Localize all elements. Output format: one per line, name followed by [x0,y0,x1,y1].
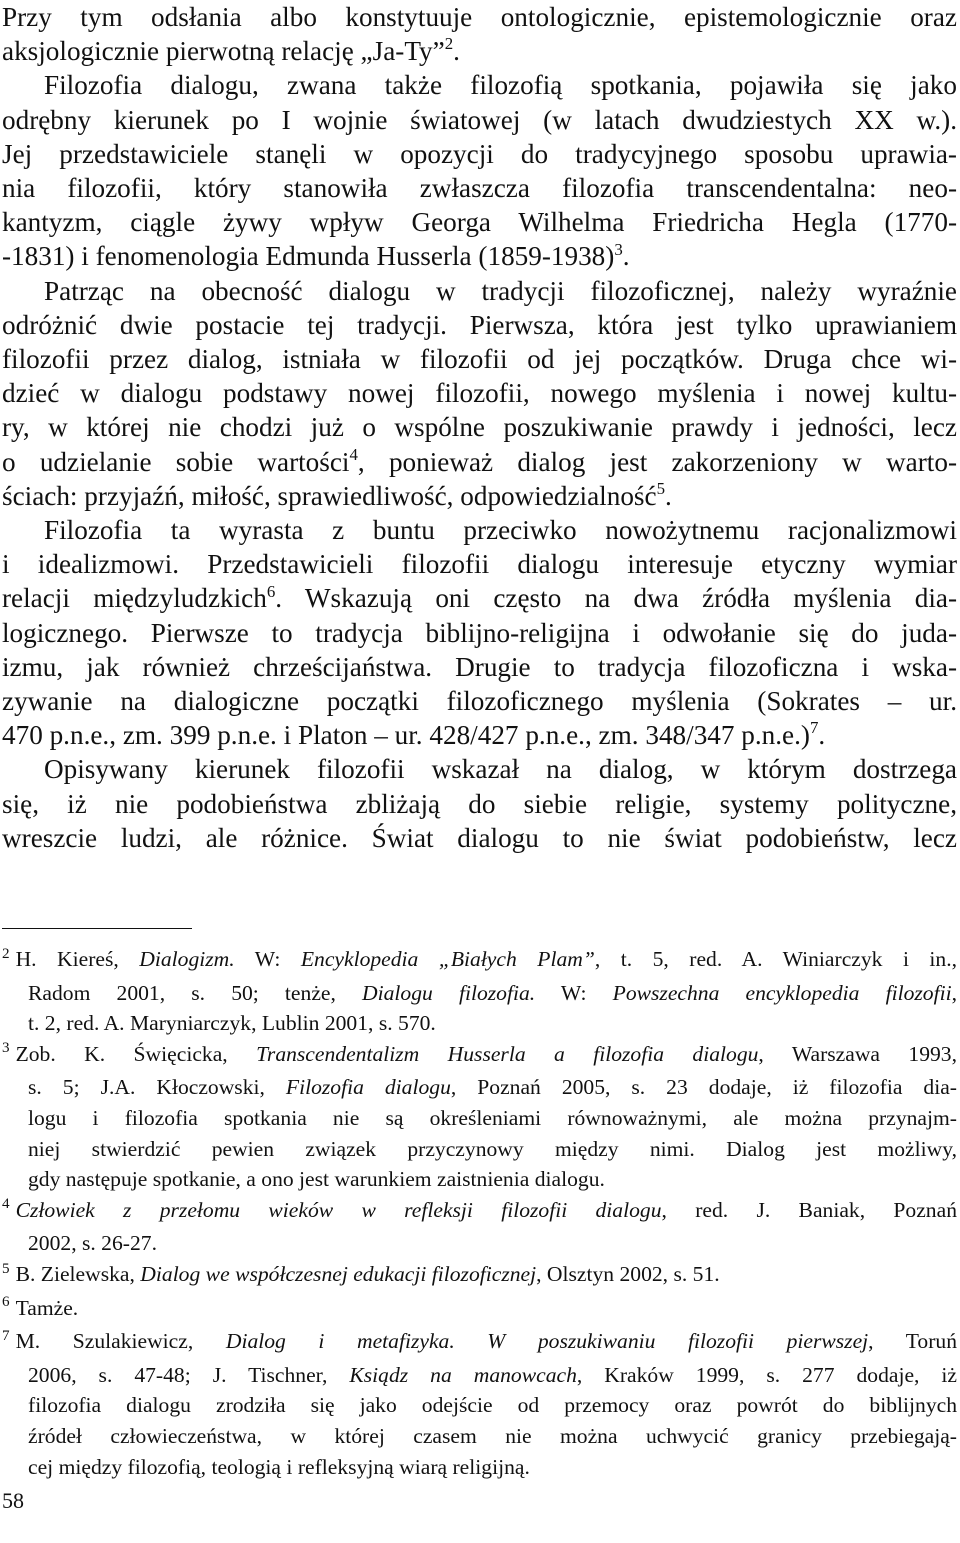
body-line: Filozofia dialogu, zwana także filozofią spotkania, pojawiła się jako [44,70,957,101]
footnote-3: $^3$ Zob. K. Święcicka, Transcendentalizm Husserla a filozofia dialogu, Warszawa 1993, [2,1040,957,1066]
footnote-ref: 5 [656,478,666,498]
body-line: relacji międzyludzkich$^6$. Wskazują oni często na dwa źródła myślenia dia- [2,581,957,614]
footnote-line: 2006, s. 47-48; J. Tischner, Ksiądz na manowcach, Kraków 1999, s. 277 dodaje, iż [28,1362,957,1387]
footnote-2: $^2$ H. Kiereś, Dialogizm. W: Encyklopedia „Białych Plam”, t. 5, red. A. Winiarczyk i in., [2,945,958,971]
body-line: ściach: przyjaźń, miłość, sprawiedliwość, odpowiedzialność$^5$. [2,478,672,511]
footnote-5: $^5$ B. Zielewska, Dialog we współczesnej edukacji filozoficznej, Olsztyn 2002, s. 51. [2,1260,720,1286]
body-line: nia filozofii, który stanowiła zwłaszcza filozofia transcendentalna: neo- [2,173,957,204]
body-line: izmu, jak również chrześcijaństwa. Drugie to tradycja filozoficzna i wska- [2,651,957,682]
body-line: wreszcie ludzi, ale różnice. Świat dialogu to nie świat podobieństw, lecz [2,822,957,853]
body-line: Opisywany kierunek filozofii wskazał na dialog, w którym dostrzega [44,754,957,785]
footnote-line: filozofia dialogu zrodziła się jako odejście od przemocy oraz powrót do biblijnych [28,1393,957,1418]
body-line: Jej przedstawiciele stanęli w opozycji do tradycyjnego sposobu uprawia- [2,138,957,169]
footnote-line: s. 5; J.A. Kłoczowski, Filozofia dialogu, Poznań 2005, s. 23 dodaje, iż filozofia dia- [28,1075,957,1100]
footnote-separator [2,928,192,929]
footnote-ref: 3 [614,239,623,259]
footnote-line: 2002, s. 26-27. [28,1231,157,1256]
body-line: -1831) i fenomenologia Edmunda Husserla (1859-1938)$^3$. [2,239,630,272]
footnote-4: $^4$ Człowiek z przełomu wieków w refleksji filozofii dialogu, red. J. Baniak, Poznań [2,1196,957,1222]
footnote-line: logu i filozofia spotkania nie są określeniami równoważnymi, ale można przynajm- [28,1105,957,1130]
footnote-line: t. 2, red. A. Maryniarczyk, Lublin 2001, s. 570. [28,1011,436,1036]
footnote-7: $^7$ M. Szulakiewicz, Dialog i metafizyka. W poszukiwaniu filozofii pierwszej, Toruń [2,1327,958,1354]
body-line: dzieć w dialogu podstawy nowej filozofii, nowego myślenia i nowej kultu- [2,378,957,409]
body-line: kantyzm, ciągle żywy wpływ Georga Wilhelma Friedricha Hegla (1770- [2,207,957,238]
footnote-line: źródeł człowieczeństwa, w której czasem nie można uchwycić granicy przebiegają- [28,1423,957,1448]
footnote-line: gdy następuje spotkanie, a ono jest warunkiem zaistnienia dialogu. [28,1167,605,1192]
footnote-ref: 6 [266,581,276,601]
footnote-line: Radom 2001, s. 50; tenże, Dialogu filozofia. W: Powszechna encyklopedia filozofii, [28,980,957,1005]
footnote-line: niej stwierdzić pewien związek przyczynowy między nimi. Dialog jest możliwy, [28,1136,957,1161]
body-line: Patrząc na obecność dialogu w tradycji filozoficznej, należy wyraźnie [44,275,957,306]
body-line: i idealizmowi. Przedstawicieli filozofii dialogu interesuje etyczny wymiar [2,549,957,580]
body-line: odróżnić dwie postacie tej tradycji. Pierwsza, która jest tylko uprawianiem [2,309,957,340]
body-line: Przy tym odsłania albo konstytuuje ontologicznie, epistemologicznie oraz [2,2,957,32]
body-line: Filozofia ta wyrasta z buntu przeciwko nowożytnemu racjonalizmowi [44,515,957,546]
body-line: odrębny kierunek po I wojnie światowej (w latach dwudziestych XX w.). [2,104,957,135]
page-number: 58 [2,1488,24,1513]
body-line: logicznego. Pierwsze to tradycja biblijno-religijna i odwołanie się do juda- [2,617,957,648]
body-line: 470 p.n.e., zm. 399 p.n.e. i Platon – ur. 428/427 p.n.e., zm. 348/347 p.n.e.)$^7$. [2,718,826,751]
body-line: o udzielanie sobie wartości$^4$, ponieważ dialog jest zakorzeniony w warto- [2,444,957,477]
body-line: aksjologicznie pierwotną relację „Ja-Ty”$^2$. [2,34,460,67]
body-line: ry, w której nie chodzi już o wspólne poszukiwanie prawdy i jedności, lecz [2,412,957,443]
footnote-line: cej między filozofią, teologią i refleksyjną wiarą religijną. [28,1454,530,1479]
footnote-ref: 4 [349,444,358,464]
body-line: zywanie na dialogiczne początki filozoficznego myślenia (Sokrates – ur. [2,686,957,717]
footnote-ref: 2 [444,34,454,54]
body-line: się, iż nie podobieństwa zbliżają do siebie religie, systemy polityczne, [2,788,957,819]
body-text [2,0,957,855]
footnotes [2,944,957,1482]
footnote-ref: 7 [809,718,819,738]
body-line: filozofii przez dialog, istniała w filozofii od jej początków. Druga chce wi- [2,344,957,375]
footnote-6: $^6$ Tamże. [2,1294,79,1320]
